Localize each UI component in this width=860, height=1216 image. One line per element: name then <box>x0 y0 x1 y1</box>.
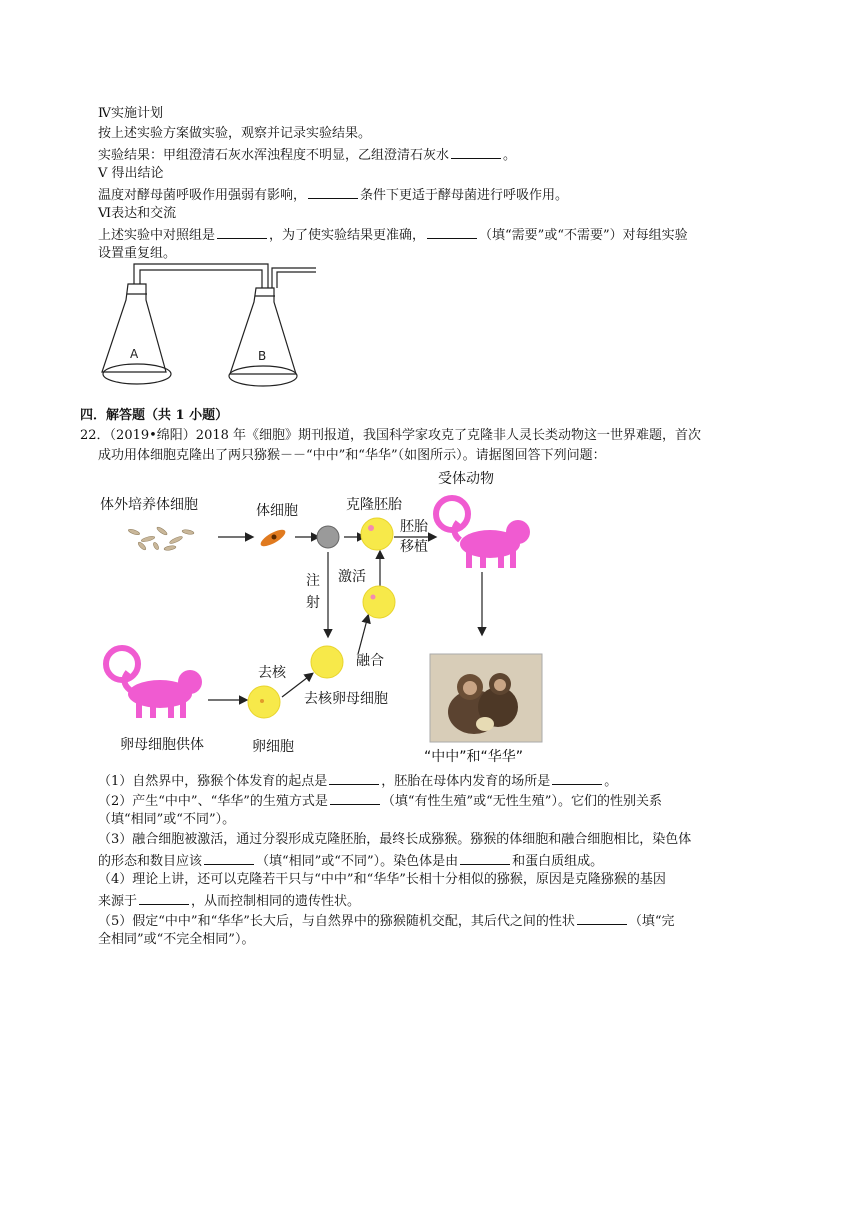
question-intro-2: 成功用体细胞克隆出了两只猕猴－－“中中”和“华华”（如图所示）。请据图回答下列问题： <box>98 448 606 463</box>
answer-blank[interactable] <box>139 890 189 905</box>
step5-title: V 得出结论 <box>98 166 164 181</box>
q4-text-c: ，从而控制相同的遗传性状。 <box>191 894 361 909</box>
q3-text-d: 和蛋白质组成。 <box>512 854 604 869</box>
label-transfer-2: 移植 <box>400 539 428 555</box>
express-text-a: 上述实验中对照组是 <box>98 228 216 243</box>
label-somatic-cell: 体细胞 <box>256 503 298 519</box>
q1-text-c: 。 <box>604 774 618 789</box>
step6-title: Ⅵ表达和交流 <box>98 206 177 221</box>
q5-text-a: （5）假定“中中”和“华华”长大后，与自然界中的猕猴随机交配，其后代之间的性状 <box>98 914 575 929</box>
answer-blank[interactable] <box>217 224 267 239</box>
step4-title: Ⅳ实施计划 <box>98 106 163 121</box>
answer-blank[interactable] <box>427 224 477 239</box>
express-line <box>98 224 688 246</box>
express-line-2: 设置重复组。 <box>98 246 177 261</box>
label-clone-embryo: 克隆胚胎 <box>346 497 402 513</box>
express-text-b: ，为了使实验结果更准确， <box>269 228 426 243</box>
q5-line <box>98 910 675 932</box>
answer-blank[interactable] <box>577 910 627 925</box>
recipient-monkey-picture <box>436 498 530 568</box>
q3-text-b: 的形态和数目应该 <box>98 854 203 869</box>
q2-text-b: （填“有性生殖”或“无性生殖”）。它们的性别关系 <box>381 794 662 809</box>
label-inject-1: 注 <box>306 573 320 589</box>
nucleus-shape <box>317 526 339 548</box>
q2-text-a: （2）产生“中中”、“华华”的生殖方式是 <box>98 794 328 809</box>
answer-blank[interactable] <box>451 144 501 159</box>
culture-cells-picture <box>128 526 195 551</box>
fused-cell-shape <box>363 586 395 618</box>
answer-blank[interactable] <box>204 850 254 865</box>
q4-line: （4）理论上讲，还可以克隆若干只与“中中”和“华华”长相十分相似的猕猴，原因是克隆猕猴的基因 <box>98 872 666 887</box>
answer-blank[interactable] <box>308 184 358 199</box>
q2-line <box>98 790 662 812</box>
flask-apparatus <box>96 262 326 402</box>
result-text-b: 。 <box>503 148 517 163</box>
enucleated-egg-shape <box>311 646 343 678</box>
label-donor: 卵母细胞供体 <box>120 737 204 753</box>
answer-blank[interactable] <box>330 790 380 805</box>
answer-blank[interactable] <box>552 770 602 785</box>
label-fusion: 融合 <box>356 653 384 669</box>
q3-line: （3）融合细胞被激活，通过分裂形成克隆胚胎，最终长成猕猴。猕猴的体细胞和融合细胞相比，染色体 <box>98 832 692 847</box>
q3-text-c: （填“相同”或“不同”）。染色体是由 <box>256 854 459 869</box>
conclusion-text-a: 温度对酵母菌呼吸作用强弱有影响， <box>98 188 307 203</box>
q1-line <box>98 770 617 792</box>
label-inject-2: 射 <box>306 595 320 611</box>
q5-text-b: （填“完 <box>628 914 675 929</box>
q3-line-2 <box>98 850 603 872</box>
label-enucleated-egg: 去核卵母细胞 <box>304 691 388 707</box>
donor-monkey-picture <box>106 648 202 718</box>
label-recipient: 受体动物 <box>438 471 494 487</box>
step4-text: 按上述实验方案做实验，观察并记录实验结果。 <box>98 126 372 141</box>
result-text-a: 实验结果：甲组澄清石灰水浑浊程度不明显，乙组澄清石灰水 <box>98 148 450 163</box>
label-result: “中中”和“华华” <box>424 749 524 765</box>
section-heading: 四．解答题（共 1 小题） <box>80 408 229 423</box>
express-text-c: （填“需要”或“不需要”）对每组实验 <box>479 228 688 243</box>
clone-embryo-shape <box>361 518 393 550</box>
label-activate: 激活 <box>338 569 366 585</box>
q4-line-2 <box>98 890 360 912</box>
conclusion-text-b: 条件下更适于酵母菌进行呼吸作用。 <box>360 188 569 203</box>
q1-text-b: ，胚胎在母体内发育的场所是 <box>381 774 551 789</box>
label-enucleate: 去核 <box>258 665 286 681</box>
result-line <box>98 144 516 166</box>
label-egg: 卵细胞 <box>252 739 294 755</box>
conclusion-line <box>98 184 568 206</box>
question-intro-1: 22．（2019•绵阳）2018 年《细胞》期刊报道，我国科学家攻克了克隆非人灵长类动物这一世界难题，首次 <box>80 428 702 443</box>
flask-b-label: B <box>258 349 267 363</box>
label-culture-cells: 体外培养体细胞 <box>100 497 198 513</box>
egg-shape <box>248 686 280 718</box>
answer-blank[interactable] <box>460 850 510 865</box>
q2-line-2: （填“相同”或“不同”）。 <box>98 812 236 827</box>
flask-a-label: A <box>130 347 139 361</box>
q4-text-b: 来源于 <box>98 894 138 909</box>
baby-monkeys-photo <box>430 654 542 742</box>
label-transfer-1: 胚胎 <box>400 519 428 535</box>
q1-text-a: （1）自然界中，猕猴个体发育的起点是 <box>98 774 328 789</box>
answer-blank[interactable] <box>329 770 379 785</box>
q5-line-2: 全相同”或“不完全相同”）。 <box>98 932 255 947</box>
